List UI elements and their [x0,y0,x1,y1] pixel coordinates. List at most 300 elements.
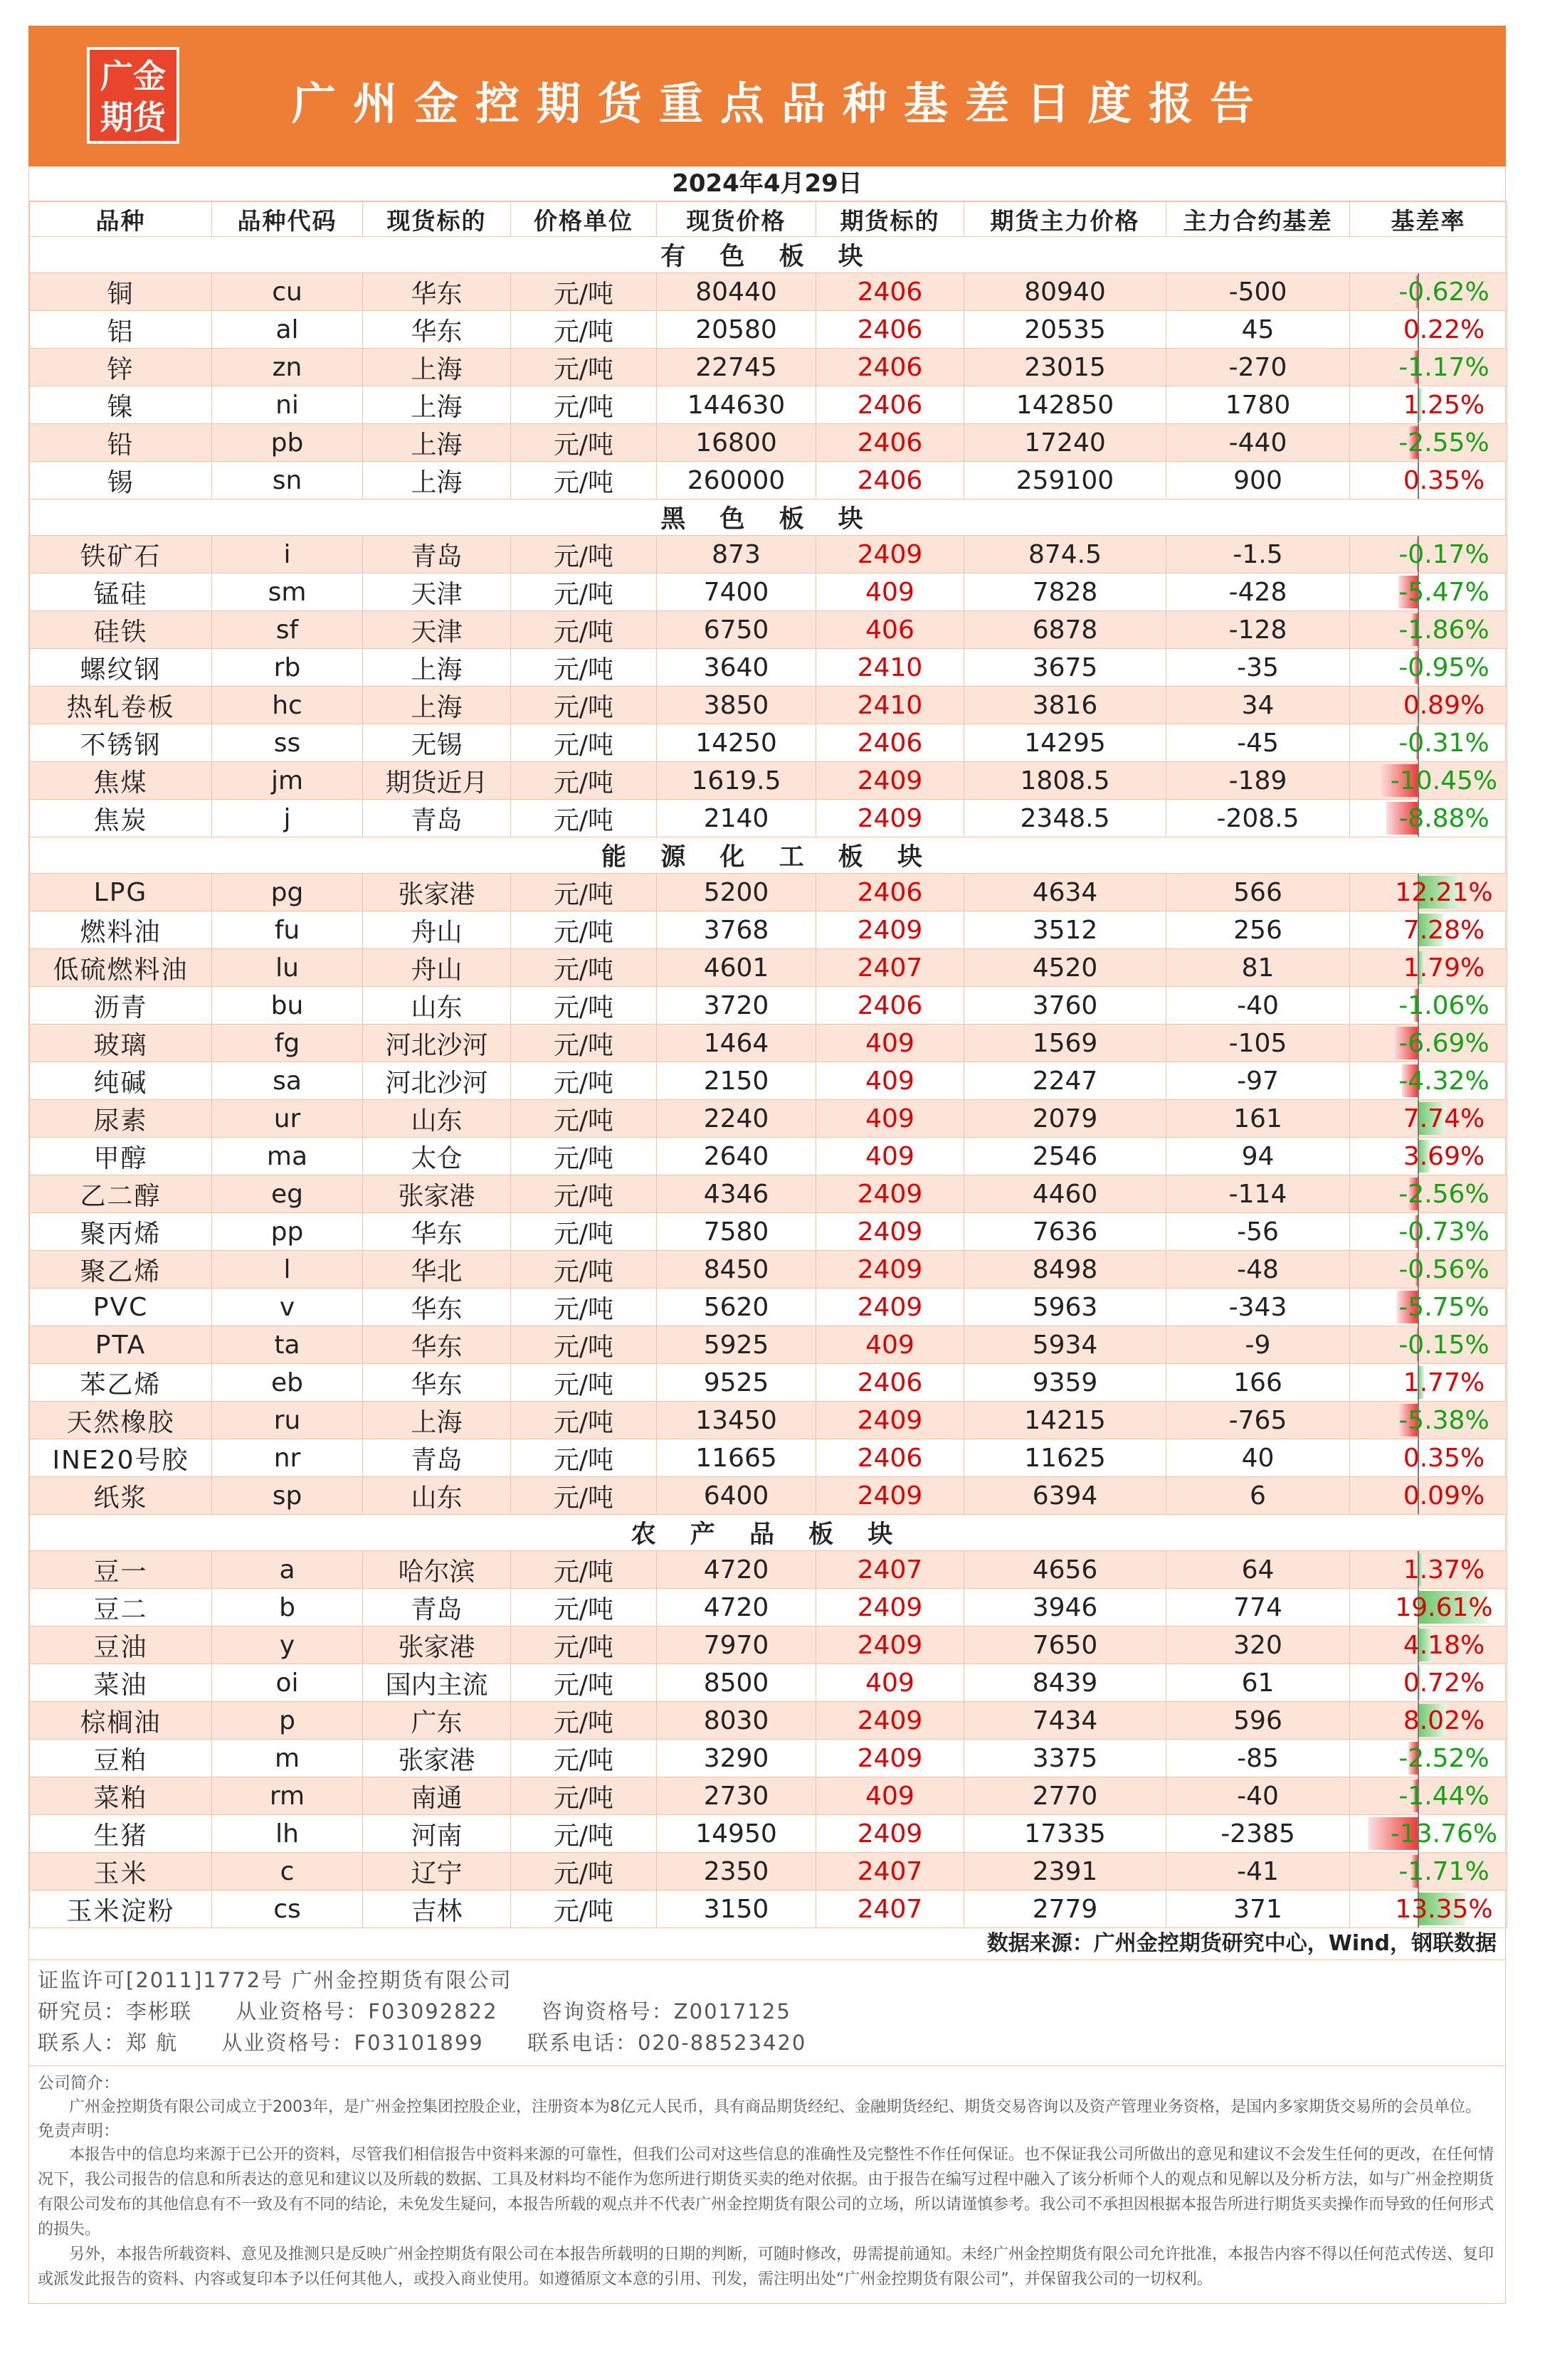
unit-cell: 元/吨 [511,1138,657,1175]
futures-price-cell: 2348.5 [964,800,1166,837]
code-cell: bu [212,987,363,1025]
basis-cell: -208.5 [1166,800,1350,837]
basis-cell: 34 [1166,687,1350,724]
code-cell: l [212,1251,363,1289]
basis-rate-cell [1350,1664,1507,1702]
unit-cell: 元/吨 [511,273,657,311]
basis-cell: -189 [1166,762,1350,800]
variety-cell: 乙二醇 [30,1175,212,1213]
col-header-code: 品种代码 [212,202,363,237]
futures-price-cell: 874.5 [964,536,1166,573]
futures-target-cell: 2407 [816,949,964,987]
futures-target-cell: 2406 [816,987,964,1025]
futures-target-cell: 409 [816,573,964,611]
futures-target-cell: 2409 [816,1589,964,1627]
disclaimer-title: 免责声明： [38,2122,120,2140]
basis-rate-cell [1350,1439,1507,1477]
spot-target-cell: 南通 [363,1777,511,1815]
futures-target-cell: 409 [816,1100,964,1138]
code-cell: rm [212,1777,363,1815]
variety-cell: 菜粕 [30,1777,212,1815]
basis-cell: 900 [1166,462,1350,499]
spot-target-cell: 青岛 [363,800,511,837]
unit-cell: 元/吨 [511,800,657,837]
futures-target-cell: 2409 [816,762,964,800]
basis-cell: -40 [1166,987,1350,1025]
spot-target-cell: 河北沙河 [363,1062,511,1100]
spot-target-cell: 上海 [363,649,511,687]
spot-target-cell: 青岛 [363,536,511,573]
unit-cell: 元/吨 [511,349,657,386]
spot-price-cell: 22745 [657,349,816,386]
basis-cell: -56 [1166,1213,1350,1251]
basis-rate-value: -8.88% [1398,803,1489,833]
basis-rate-value: -0.17% [1398,539,1489,569]
spot-price-cell: 873 [657,536,816,573]
code-cell: ru [212,1402,363,1439]
futures-price-cell: 11625 [964,1439,1166,1477]
spot-price-cell: 20580 [657,311,816,349]
basis-rate-value: 0.22% [1403,314,1485,344]
table-row [30,349,1507,386]
spot-target-cell: 上海 [363,424,511,462]
report-title: 广州金控期货重点品种基差日度报告 [292,78,1272,129]
spot-target-cell: 天津 [363,611,511,649]
futures-target-cell: 409 [816,1025,964,1062]
table-row [30,800,1507,837]
futures-price-cell: 3760 [964,987,1166,1025]
basis-rate-value: -2.55% [1398,428,1489,458]
table-row [30,1890,1507,1928]
spot-price-cell: 5925 [657,1326,816,1364]
futures-price-cell: 6878 [964,611,1166,649]
unit-cell: 元/吨 [511,1364,657,1402]
spot-target-cell: 张家港 [363,1740,511,1777]
code-cell: cs [212,1890,363,1928]
spot-price-cell: 8450 [657,1251,816,1289]
futures-price-cell: 5963 [964,1289,1166,1326]
disclaimer-block [29,2066,1505,2304]
basis-cell: -41 [1166,1853,1350,1890]
basis-cell: -440 [1166,424,1350,462]
futures-price-cell: 3946 [964,1589,1166,1627]
variety-cell: 焦煤 [30,762,212,800]
basis-cell: -48 [1166,1251,1350,1289]
futures-target-cell: 2409 [816,1815,964,1853]
futures-price-cell: 1808.5 [964,762,1166,800]
basis-rate-cell [1350,1815,1507,1853]
futures-target-cell: 2406 [816,1364,964,1402]
variety-cell: 棕榈油 [30,1702,212,1740]
spot-price-cell: 5200 [657,874,816,911]
basis-rate-cell [1350,1702,1507,1740]
basis-rate-value: -13.76% [1390,1819,1498,1849]
spot-price-cell: 4720 [657,1589,816,1627]
data-source: 数据来源：广州金控期货研究中心，Wind，钢联数据 [29,1928,1505,1960]
report-sheet [28,166,1506,2304]
futures-target-cell: 2409 [816,1402,964,1439]
unit-cell: 元/吨 [511,1100,657,1138]
code-cell: rb [212,649,363,687]
table-row [30,1289,1507,1326]
section-title: 农 产 品 板 块 [30,1515,1507,1551]
futures-target-cell: 2406 [816,349,964,386]
basis-cell: 6 [1166,1477,1350,1515]
futures-price-cell: 4460 [964,1175,1166,1213]
code-cell: p [212,1702,363,1740]
variety-cell: 铁矿石 [30,536,212,573]
unit-cell: 元/吨 [511,462,657,499]
spot-price-cell: 8030 [657,1702,816,1740]
intro-text: 广州金控期货有限公司成立于2003年，是广州金控集团控股企业，注册资本为8亿元人民币，具有商品期货经纪、金融期货经纪、期货交易咨询以及资产管理业务资格，是国内多家期货交易所的会员单位。 [69,2098,1481,2116]
spot-target-cell: 国内主流 [363,1664,511,1702]
spot-target-cell: 天津 [363,573,511,611]
spot-price-cell: 7970 [657,1627,816,1664]
futures-price-cell: 4520 [964,949,1166,987]
variety-cell: 锡 [30,462,212,499]
spot-price-cell: 3720 [657,987,816,1025]
basis-cell: -105 [1166,1025,1350,1062]
futures-target-cell: 2409 [816,1477,964,1515]
futures-target-cell: 2407 [816,1890,964,1928]
basis-cell: -97 [1166,1062,1350,1100]
futures-target-cell: 2406 [816,311,964,349]
basis-cell: -114 [1166,1175,1350,1213]
variety-cell: 玻璃 [30,1025,212,1062]
futures-target-cell: 406 [816,611,964,649]
table-row [30,573,1507,611]
futures-target-cell: 2410 [816,649,964,687]
variety-cell: 玉米 [30,1853,212,1890]
basis-cell: 566 [1166,874,1350,911]
variety-cell: 纯碱 [30,1062,212,1100]
table-row [30,536,1507,573]
unit-cell: 元/吨 [511,687,657,724]
variety-cell: 豆一 [30,1551,212,1589]
spot-price-cell: 3290 [657,1740,816,1777]
spot-price-cell: 2640 [657,1138,816,1175]
code-cell: sn [212,462,363,499]
col-header-futures-price: 期货主力价格 [964,202,1166,237]
variety-cell: 螺纹钢 [30,649,212,687]
code-cell: eg [212,1175,363,1213]
spot-price-cell: 4346 [657,1175,816,1213]
basis-rate-value: -4.32% [1398,1066,1489,1096]
table-row [30,649,1507,687]
spot-price-cell: 2350 [657,1853,816,1890]
basis-rate-cell [1350,349,1507,386]
variety-cell: 燃料油 [30,911,212,949]
unit-cell: 元/吨 [511,611,657,649]
futures-price-cell: 23015 [964,349,1166,386]
variety-cell: 玉米淀粉 [30,1890,212,1928]
spot-target-cell: 无锡 [363,724,511,762]
basis-cell: -85 [1166,1740,1350,1777]
spot-target-cell: 华东 [363,311,511,349]
futures-price-cell: 259100 [964,462,1166,499]
futures-target-cell: 2407 [816,1853,964,1890]
logo-line-2: 期货 [100,98,166,137]
futures-target-cell: 409 [816,1138,964,1175]
futures-price-cell: 4634 [964,874,1166,911]
spot-target-cell: 张家港 [363,1175,511,1213]
section-title: 黑 色 板 块 [30,499,1507,536]
col-header-spot-target: 现货标的 [363,202,511,237]
basis-cell: -270 [1166,349,1350,386]
spot-price-cell: 3768 [657,911,816,949]
code-cell: hc [212,687,363,724]
table-row [30,1853,1507,1890]
spot-target-cell: 华北 [363,1251,511,1289]
basis-rate-value: 0.72% [1403,1668,1485,1698]
futures-price-cell: 7636 [964,1213,1166,1251]
spot-target-cell: 期货近月 [363,762,511,800]
unit-cell: 元/吨 [511,1740,657,1777]
table-row [30,1100,1507,1138]
basis-table [29,201,1507,1928]
spot-target-cell: 上海 [363,349,511,386]
unit-cell: 元/吨 [511,1213,657,1251]
unit-cell: 元/吨 [511,386,657,424]
spot-target-cell: 广东 [363,1702,511,1740]
unit-cell: 元/吨 [511,1289,657,1326]
variety-cell: 锰硅 [30,573,212,611]
basis-rate-cell [1350,1326,1507,1364]
basis-rate-value: -0.31% [1398,728,1489,758]
basis-cell: 40 [1166,1439,1350,1477]
col-header-variety: 品种 [30,202,212,237]
futures-price-cell: 2391 [964,1853,1166,1890]
futures-price-cell: 2770 [964,1777,1166,1815]
unit-cell: 元/吨 [511,911,657,949]
basis-cell: 596 [1166,1702,1350,1740]
basis-rate-value: -10.45% [1390,766,1498,795]
basis-rate-value: -0.95% [1398,652,1489,682]
unit-cell: 元/吨 [511,573,657,611]
unit-cell: 元/吨 [511,949,657,987]
spot-price-cell: 7400 [657,573,816,611]
code-cell: sm [212,573,363,611]
futures-target-cell: 2409 [816,800,964,837]
table-row [30,1439,1507,1477]
spot-target-cell: 河南 [363,1815,511,1853]
spot-target-cell: 上海 [363,1402,511,1439]
futures-price-cell: 8498 [964,1251,1166,1289]
code-cell: fu [212,911,363,949]
basis-rate-value: 12.21% [1395,877,1493,907]
unit-cell: 元/吨 [511,1175,657,1213]
futures-target-cell: 2406 [816,273,964,311]
code-cell: ss [212,724,363,762]
basis-rate-value: 8.02% [1403,1705,1485,1735]
futures-target-cell: 2409 [816,911,964,949]
table-row [30,724,1507,762]
futures-price-cell: 20535 [964,311,1166,349]
futures-target-cell: 409 [816,1062,964,1100]
table-row [30,462,1507,499]
basis-rate-value: 0.89% [1403,690,1485,720]
futures-price-cell: 1569 [964,1025,1166,1062]
code-cell: i [212,536,363,573]
unit-cell: 元/吨 [511,1664,657,1702]
basis-cell: -35 [1166,649,1350,687]
table-row [30,1777,1507,1815]
basis-rate-cell [1350,1402,1507,1439]
futures-target-cell: 2406 [816,1439,964,1477]
futures-price-cell: 2079 [964,1100,1166,1138]
futures-price-cell: 3375 [964,1740,1166,1777]
report-date: 2024年4月29日 [29,166,1505,201]
spot-target-cell: 华东 [363,1213,511,1251]
disclaimer-paragraph-2: 另外，本报告所载资料、意见及推测只是反映广州金控期货有限公司在本报告所载明的日期的判断，可随时修改，毋需提前通知。未经广州金控期货有限公司允许批准，本报告内容不得以任何范式传送、复印或派发此报告的资料、内容或复印本予以任何其他人，或投入商业使用。如遵循原文本意的引用、刊发，需注明出处“广州金控期货有限公司”，并保留我公司的一切权利。 [38,2246,1494,2288]
futures-price-cell: 142850 [964,386,1166,424]
basis-rate-cell [1350,536,1507,573]
code-cell: sa [212,1062,363,1100]
col-header-basis-rate: 基差率 [1350,202,1507,237]
col-header-basis: 主力合约基差 [1166,202,1350,237]
section-header-row [30,1515,1507,1551]
table-row [30,987,1507,1025]
table-row [30,1025,1507,1062]
basis-rate-value: -5.47% [1398,577,1489,607]
variety-cell: PVC [30,1289,212,1326]
unit-cell: 元/吨 [511,1477,657,1515]
code-cell: sp [212,1477,363,1515]
table-row [30,911,1507,949]
variety-cell: 镍 [30,386,212,424]
code-cell: b [212,1589,363,1627]
spot-price-cell: 1619.5 [657,762,816,800]
variety-cell: 铝 [30,311,212,349]
spot-target-cell: 山东 [363,1100,511,1138]
basis-rate-value: -6.69% [1398,1028,1489,1058]
basis-cell: 94 [1166,1138,1350,1175]
unit-cell: 元/吨 [511,1702,657,1740]
unit-cell: 元/吨 [511,311,657,349]
variety-cell: 尿素 [30,1100,212,1138]
spot-price-cell: 5620 [657,1289,816,1326]
basis-rate-value: 0.35% [1403,1443,1485,1473]
basis-rate-cell [1350,800,1507,837]
table-row [30,1175,1507,1213]
code-cell: lh [212,1815,363,1853]
unit-cell: 元/吨 [511,1402,657,1439]
basis-cell: -500 [1166,273,1350,311]
futures-target-cell: 2409 [816,1702,964,1740]
code-cell: zn [212,349,363,386]
spot-target-cell: 张家港 [363,874,511,911]
unit-cell: 元/吨 [511,1551,657,1589]
variety-cell: 豆油 [30,1627,212,1664]
unit-cell: 元/吨 [511,1627,657,1664]
table-row [30,1251,1507,1289]
basis-rate-cell [1350,424,1507,462]
spot-target-cell: 华东 [363,1364,511,1402]
table-row [30,386,1507,424]
code-cell: jm [212,762,363,800]
futures-target-cell: 2409 [816,536,964,573]
futures-price-cell: 2546 [964,1138,1166,1175]
basis-cell: -428 [1166,573,1350,611]
basis-rate-cell [1350,1138,1507,1175]
table-row [30,1062,1507,1100]
futures-target-cell: 2406 [816,724,964,762]
futures-price-cell: 4656 [964,1551,1166,1589]
basis-cell: 256 [1166,911,1350,949]
researcher-consult-number: 咨询资格号：Z0017125 [541,1999,791,2024]
futures-price-cell: 2779 [964,1890,1166,1928]
basis-rate-value: -1.44% [1398,1781,1489,1811]
researcher-qualification: 从业资格号：F03092822 [236,1999,498,2024]
futures-price-cell: 3816 [964,687,1166,724]
basis-rate-value: 13.35% [1395,1894,1493,1924]
futures-target-cell: 2409 [816,1175,964,1213]
unit-cell: 元/吨 [511,1025,657,1062]
variety-cell: 甲醇 [30,1138,212,1175]
table-row [30,311,1507,349]
futures-price-cell: 14295 [964,724,1166,762]
futures-price-cell: 5934 [964,1326,1166,1364]
variety-cell: 沥青 [30,987,212,1025]
table-row [30,1364,1507,1402]
futures-target-cell: 2406 [816,386,964,424]
spot-price-cell: 6400 [657,1477,816,1515]
table-row [30,1664,1507,1702]
basis-rate-value: -5.75% [1398,1292,1489,1322]
basis-rate-value: -0.73% [1398,1217,1489,1247]
table-row [30,1815,1507,1853]
basis-cell: 1780 [1166,386,1350,424]
basis-rate-value: 19.61% [1395,1592,1493,1622]
basis-rate-cell [1350,724,1507,762]
section-header-row [30,237,1507,273]
spot-price-cell: 3640 [657,649,816,687]
basis-rate-value: -0.15% [1398,1330,1489,1360]
basis-rate-value: -1.71% [1398,1856,1489,1886]
variety-cell: LPG [30,874,212,911]
basis-rate-cell [1350,573,1507,611]
spot-target-cell: 华东 [363,1326,511,1364]
basis-rate-cell [1350,1477,1507,1515]
variety-cell: 天然橡胶 [30,1402,212,1439]
basis-cell: 45 [1166,311,1350,349]
code-cell: pp [212,1213,363,1251]
futures-target-cell: 409 [816,1777,964,1815]
table-row [30,273,1507,311]
basis-cell: 81 [1166,949,1350,987]
basis-rate-cell [1350,874,1507,911]
spot-price-cell: 3850 [657,687,816,724]
code-cell: ma [212,1138,363,1175]
spot-target-cell: 舟山 [363,949,511,987]
spot-price-cell: 14950 [657,1815,816,1853]
spot-price-cell: 2240 [657,1100,816,1138]
spot-price-cell: 7580 [657,1213,816,1251]
basis-rate-cell [1350,1251,1507,1289]
variety-cell: 苯乙烯 [30,1364,212,1402]
basis-cell: 774 [1166,1589,1350,1627]
table-row [30,687,1507,724]
spot-target-cell: 青岛 [363,1589,511,1627]
futures-price-cell: 8439 [964,1664,1166,1702]
company-logo [87,47,179,144]
futures-price-cell: 17240 [964,424,1166,462]
basis-rate-cell [1350,1740,1507,1777]
code-cell: y [212,1627,363,1664]
variety-cell: 聚丙烯 [30,1213,212,1251]
disclaimer-paragraph-1: 本报告中的信息均来源于已公开的资料，尽管我们相信报告中资料来源的可靠性，但我们公司对这些信息的准确性及完整性不作任何保证。也不保证我公司所做出的意见和建议不会发生任何的更改，在任何情况下，我公司报告的信息和所表达的意见和建议以及所载的数据、工具及材料均不能作为您所进行期货买卖的绝对依据。由于报告在编写过程中融入了该分析师个人的观点和见解以及分析方法，如与广州金控期货有限公司发布的其他信息有不一致及有不同的结论，未免发生疑问，本报告所载的观点并不代表广州金控期货有限公司的立场，所以请谨慎参考。我公司不承担因根据本报告所进行期货买卖操作而导致的任何形式的损失。 [38,2146,1494,2238]
basis-cell: 371 [1166,1890,1350,1928]
